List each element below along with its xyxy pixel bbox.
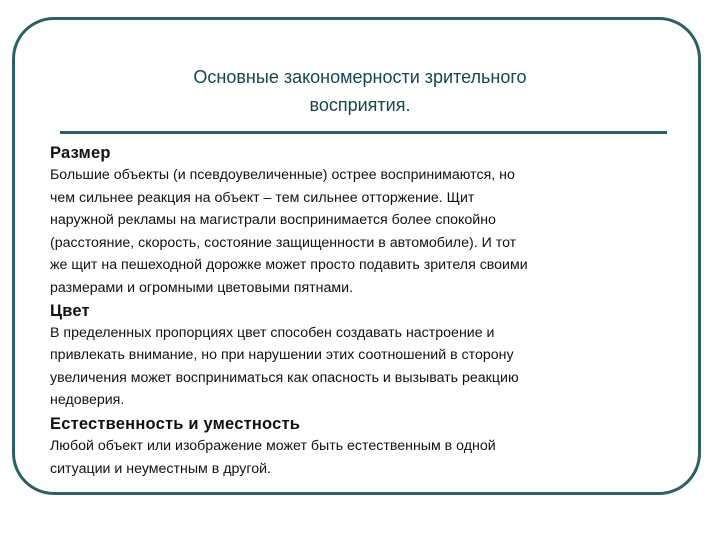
- slide-body: [50, 142, 680, 480]
- text-line: (расстояние, скорость, состояние защищенности в автомобиле). И тот: [50, 234, 517, 251]
- text-line: В пределенных пропорциях цвет способен создавать настроение и: [50, 324, 495, 341]
- text-line: увеличения может восприниматься как опасность и вызывать реакцию: [50, 369, 519, 386]
- text-line: Большие объекты (и псевдоувеличенные) острее воспринимаются, но: [50, 167, 515, 183]
- section-text-naturalness: [50, 435, 680, 480]
- text-line: ситуации и неуместным в другой.: [50, 460, 271, 477]
- text-line: Любой объект или изображение может быть естественным в одной: [50, 437, 496, 454]
- text-line: недоверия.: [50, 392, 125, 409]
- section-text-color: [50, 322, 680, 412]
- text-line: чем сильнее реакция на объект – тем сильнее отторжение. Щит: [50, 189, 475, 206]
- slide-title: [100, 63, 620, 119]
- section-heading-naturalness: Естественность и уместность: [50, 414, 301, 433]
- text-line: привлекать внимание, но при нарушении этих соотношений в сторону: [50, 347, 514, 364]
- title-line-1: Основные закономерности зрительного: [193, 67, 527, 87]
- text-line: размерами и огромными цветовыми пятнами.: [50, 279, 354, 296]
- section-text-size: [50, 164, 680, 300]
- section-heading-size: Размер: [50, 144, 111, 162]
- section-heading-color: Цвет: [50, 301, 90, 320]
- text-line: наружной рекламы на магистрали воспринимается более спокойно: [50, 212, 496, 229]
- title-divider: [60, 131, 667, 134]
- text-line: же щит на пешеходной дорожке может просто подавить зрителя своими: [50, 257, 528, 274]
- title-line-2: восприятия.: [309, 95, 411, 115]
